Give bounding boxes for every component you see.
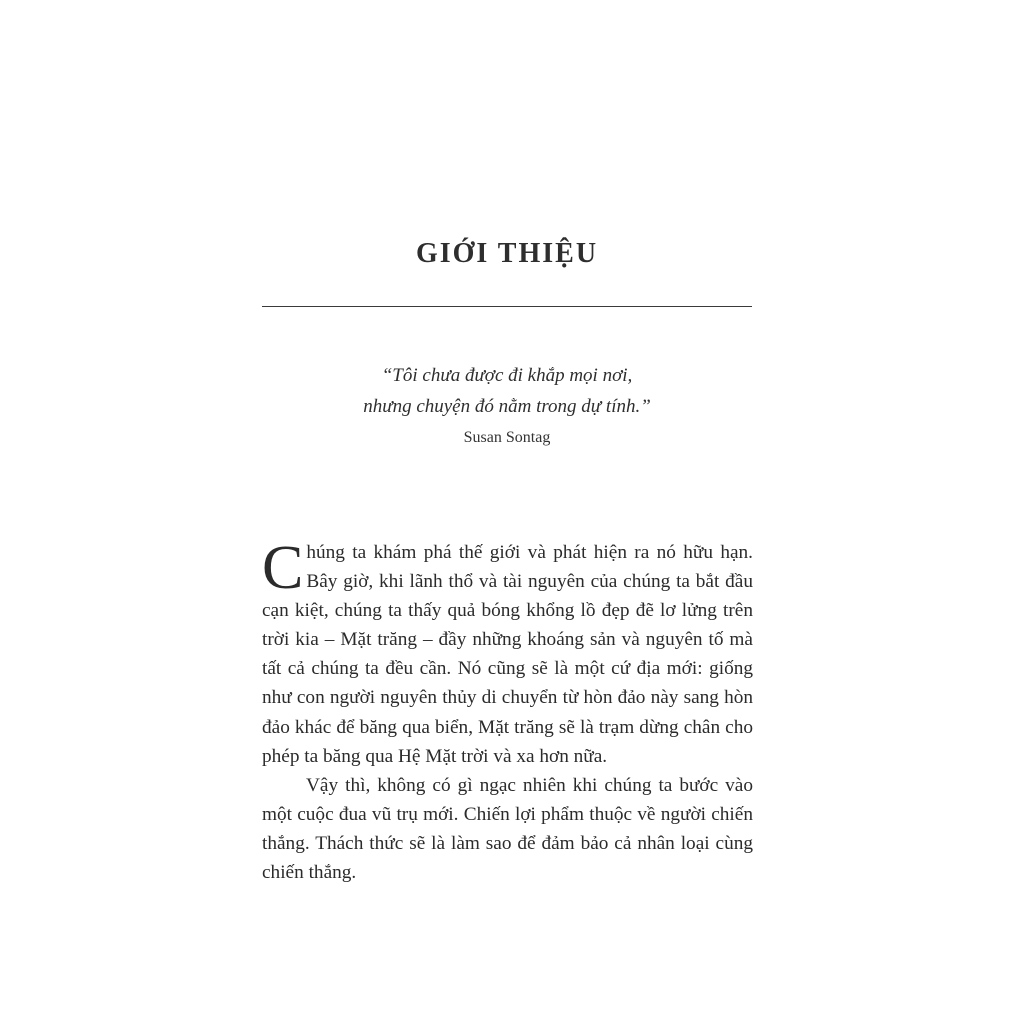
title-divider [262,306,752,307]
drop-cap: C [262,534,304,602]
paragraph-2: Vậy thì, không có gì ngạc nhiên khi chúng ta bước vào một cuộc đua vũ trụ mới. Chiến lợi phẩm thuộc về người chiến thắng. Thách thức sẽ là làm sao để đảm bảo cả nhân loại cùng chiến thắng. [262,774,753,884]
chapter-title: GIỚI THIỆU [415,238,599,269]
epigraph-quote-line-1: “Tôi chưa được đi khắp mọi nơi, [381,365,633,386]
body-text [262,534,753,887]
epigraph-quote-line-2: nhưng chuyện đó nằm trong dự tính.” [363,396,651,417]
epigraph-author: Susan Sontag [463,429,551,446]
paragraph-1-text: húng ta khám phá thế giới và phát hiện ra nó hữu hạn. Bây giờ, khi lãnh thổ và tài nguyên của chúng ta bắt đầu cạn kiệt, chúng ta thấy quả bóng khổng lồ đẹp đẽ lơ lửng trên trời kia – Mặt trăng – đầy những khoáng sản và nguyên tố mà tất cả chúng ta đều cần. Nó cũng sẽ là một cứ địa mới: giống như con người nguyên thủy di chuyển từ hòn đảo này sang hòn đảo khác để băng qua biển, Mặt trăng sẽ là trạm dừng chân cho phép ta băng qua Hệ Mặt trời và xa hơn nữa. [262,542,753,767]
paragraph-1 [262,534,753,771]
epigraph [262,360,752,450]
